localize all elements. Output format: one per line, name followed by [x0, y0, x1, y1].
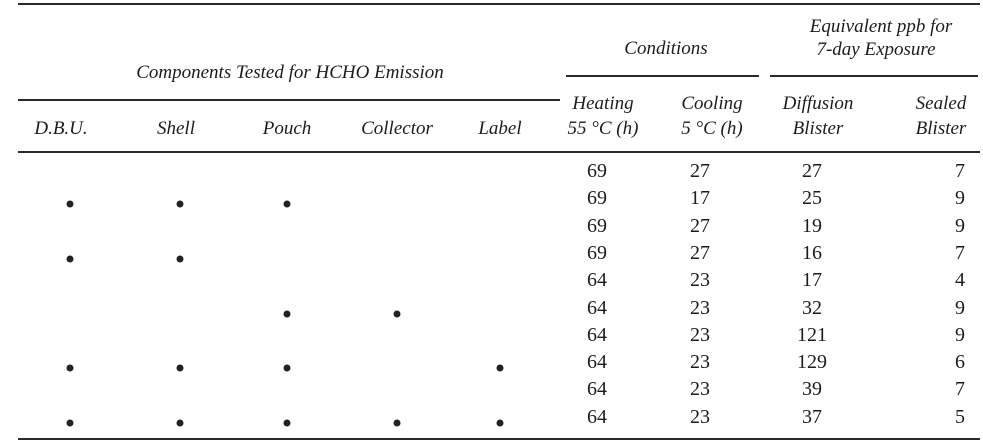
- diffusion-value: 39: [802, 378, 822, 401]
- sealed-value: 7: [955, 378, 965, 401]
- sealed-value: 7: [955, 241, 965, 264]
- heating-value: 64: [587, 323, 607, 346]
- shell-tested-marker: [177, 365, 184, 372]
- collector-tested-marker: [394, 419, 401, 426]
- heating-value: 69: [587, 187, 607, 210]
- heating-value: 64: [587, 269, 607, 292]
- heating-value: 64: [587, 378, 607, 401]
- col-header-shell: Shell: [157, 118, 195, 139]
- cooling-value: 23: [690, 351, 710, 374]
- diffusion-value: 27: [802, 160, 822, 182]
- diffusion-value: 121: [797, 323, 827, 346]
- diffusion-value: 17: [802, 269, 822, 292]
- pouch-tested-marker: [284, 310, 291, 317]
- shell-tested-marker: [177, 255, 184, 262]
- col-header-heating-line1: Heating: [572, 93, 634, 114]
- diffusion-value: 16: [802, 241, 822, 264]
- col-header-pouch: Pouch: [262, 118, 312, 139]
- dbu-tested-marker: [67, 201, 74, 208]
- pouch-tested-marker: [284, 201, 291, 208]
- heating-value: 64: [587, 351, 607, 374]
- equivalent-group-rule: [770, 75, 978, 77]
- pouch-tested-marker: [284, 365, 291, 372]
- col-header-sealed-line1: Sealed: [915, 93, 967, 114]
- diffusion-value: 25: [802, 187, 822, 210]
- equivalent-title-line1: Equivalent ppb for: [809, 16, 953, 37]
- dbu-tested-marker: [67, 255, 74, 262]
- heating-value: 64: [587, 405, 607, 428]
- label-tested-marker: [497, 365, 504, 372]
- sealed-value: 7: [955, 160, 965, 182]
- col-header-sealed-line2: Blister: [915, 118, 967, 139]
- col-header-cooling-line2: 5 °C (h): [681, 118, 743, 139]
- components-group-rule: [18, 99, 560, 101]
- top-rule: [18, 3, 980, 5]
- dbu-tested-marker: [67, 419, 74, 426]
- cooling-value: 23: [690, 269, 710, 292]
- conditions-group-rule: [566, 75, 759, 77]
- sealed-value: 4: [955, 269, 965, 292]
- shell-tested-marker: [177, 201, 184, 208]
- cooling-value: 23: [690, 296, 710, 319]
- diffusion-value: 19: [802, 214, 822, 237]
- label-tested-marker: [497, 419, 504, 426]
- heating-value: 69: [587, 241, 607, 264]
- bottom-rule: [18, 438, 980, 440]
- sealed-value: 9: [955, 187, 965, 210]
- diffusion-value: 32: [802, 296, 822, 319]
- sealed-value: 9: [955, 323, 965, 346]
- col-header-dbu: D.B.U.: [34, 118, 88, 139]
- heating-value: 69: [587, 214, 607, 237]
- shell-tested-marker: [177, 419, 184, 426]
- sealed-value: 5: [955, 405, 965, 428]
- sealed-value: 9: [955, 214, 965, 237]
- col-header-heating-line2: 55 °C (h): [567, 118, 639, 139]
- col-header-label: Label: [478, 118, 522, 139]
- collector-tested-marker: [394, 310, 401, 317]
- diffusion-value: 129: [797, 351, 827, 374]
- dbu-tested-marker: [67, 365, 74, 372]
- heating-value: 69: [587, 160, 607, 182]
- sealed-value: 9: [955, 296, 965, 319]
- cooling-value: 27: [690, 241, 710, 264]
- cooling-value: 23: [690, 378, 710, 401]
- cooling-value: 27: [690, 160, 710, 182]
- cooling-value: 27: [690, 214, 710, 237]
- cooling-value: 23: [690, 405, 710, 428]
- cooling-value: 23: [690, 323, 710, 346]
- heating-value: 64: [587, 296, 607, 319]
- cooling-value: 17: [690, 187, 710, 210]
- sealed-value: 6: [955, 351, 965, 374]
- diffusion-value: 37: [802, 405, 822, 428]
- pouch-tested-marker: [284, 419, 291, 426]
- conditions-title: Conditions: [624, 38, 708, 59]
- col-header-cooling-line1: Cooling: [681, 93, 743, 114]
- col-header-diffusion-line2: Blister: [792, 118, 844, 139]
- col-header-collector: Collector: [361, 118, 433, 139]
- header-bottom-rule: [18, 151, 980, 153]
- components-title: Components Tested for HCHO Emission: [136, 62, 444, 83]
- col-header-diffusion-line1: Diffusion: [782, 93, 854, 114]
- equivalent-title-line2: 7-day Exposure: [816, 39, 936, 60]
